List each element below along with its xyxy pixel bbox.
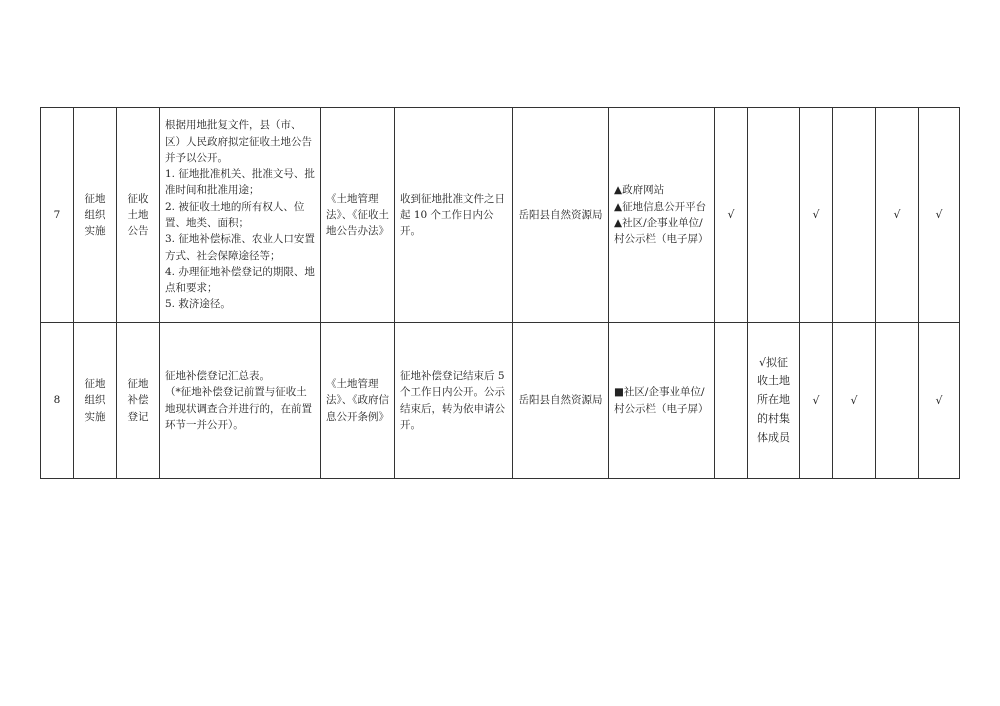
table-row [41,323,960,479]
basis-cell: 《土地管理法》、《政府信息公开条例》 [321,323,395,479]
mark-cell: √拟征收土地所在地的村集体成员 [748,323,800,479]
table-row [41,108,960,323]
mark-cell: √ [800,108,833,323]
mark-cell: √ [876,108,919,323]
channels-cell [609,108,715,323]
time-limit-cell: 征地补偿登记结束后 5 个工作日内公开。公示结束后，转为依申请公开。 [395,323,513,479]
mark-cell [748,108,800,323]
mark-cell: √ [919,323,960,479]
content-line: 4. 办理征地补偿登记的期限、地点和要求； [165,265,315,295]
content-line: （*征地补偿登记前置与征收土地现状调查合并进行的，在前置环节一并公开）。 [165,386,312,431]
content-cell [160,108,321,323]
content-line: 征地补偿登记汇总表。 [165,369,270,382]
mark-cell [876,323,919,479]
category-cell: 征地 组织 实施 [74,323,117,479]
subject-cell: 岳阳县自然资源局 [513,323,609,479]
channel-item: ▲征地信息公开平台 [614,200,707,213]
content-line: 2. 被征收土地的所有权人、位置、地类、面积； [165,200,305,229]
channels-cell [609,323,715,479]
item-cell: 征收 土地 公告 [117,108,160,323]
category-cell: 征地 组织 实施 [74,108,117,323]
time-limit-cell: 收到征地批准文件之日起 10 个工作日内公开。 [395,108,513,323]
content-line: 1. 征地批准机关、批准文号、批准时间和批准用途； [165,168,315,197]
disclosure-table [40,107,960,479]
content-line: 3. 征地补偿标准、农业人口安置方式、社会保障途径等； [165,233,315,262]
mark-cell: √ [919,108,960,323]
channel-item: ■社区/企事业单位/村公示栏（电子屏） [614,386,709,415]
basis-cell: 《土地管理法》、《征收土地公告办法》 [321,108,395,323]
content-line: 5. 救济途径。 [165,298,231,311]
mark-cell: √ [800,323,833,479]
channel-item: ▲社区/企事业单位/村公示栏（电子屏） [614,217,709,246]
content-cell [160,323,321,479]
content-line: 根据用地批复文件，县（市、区）人民政府拟定征收土地公告并予以公开。 [165,119,312,164]
mark-cell: √ [833,323,876,479]
mark-cell [715,323,748,479]
row-number: 8 [41,323,74,479]
item-cell: 征地 补偿 登记 [117,323,160,479]
channel-item: ▲政府网站 [614,184,665,197]
mark-cell: √ [715,108,748,323]
mark-cell [833,108,876,323]
subject-cell: 岳阳县自然资源局 [513,108,609,323]
row-number: 7 [41,108,74,323]
